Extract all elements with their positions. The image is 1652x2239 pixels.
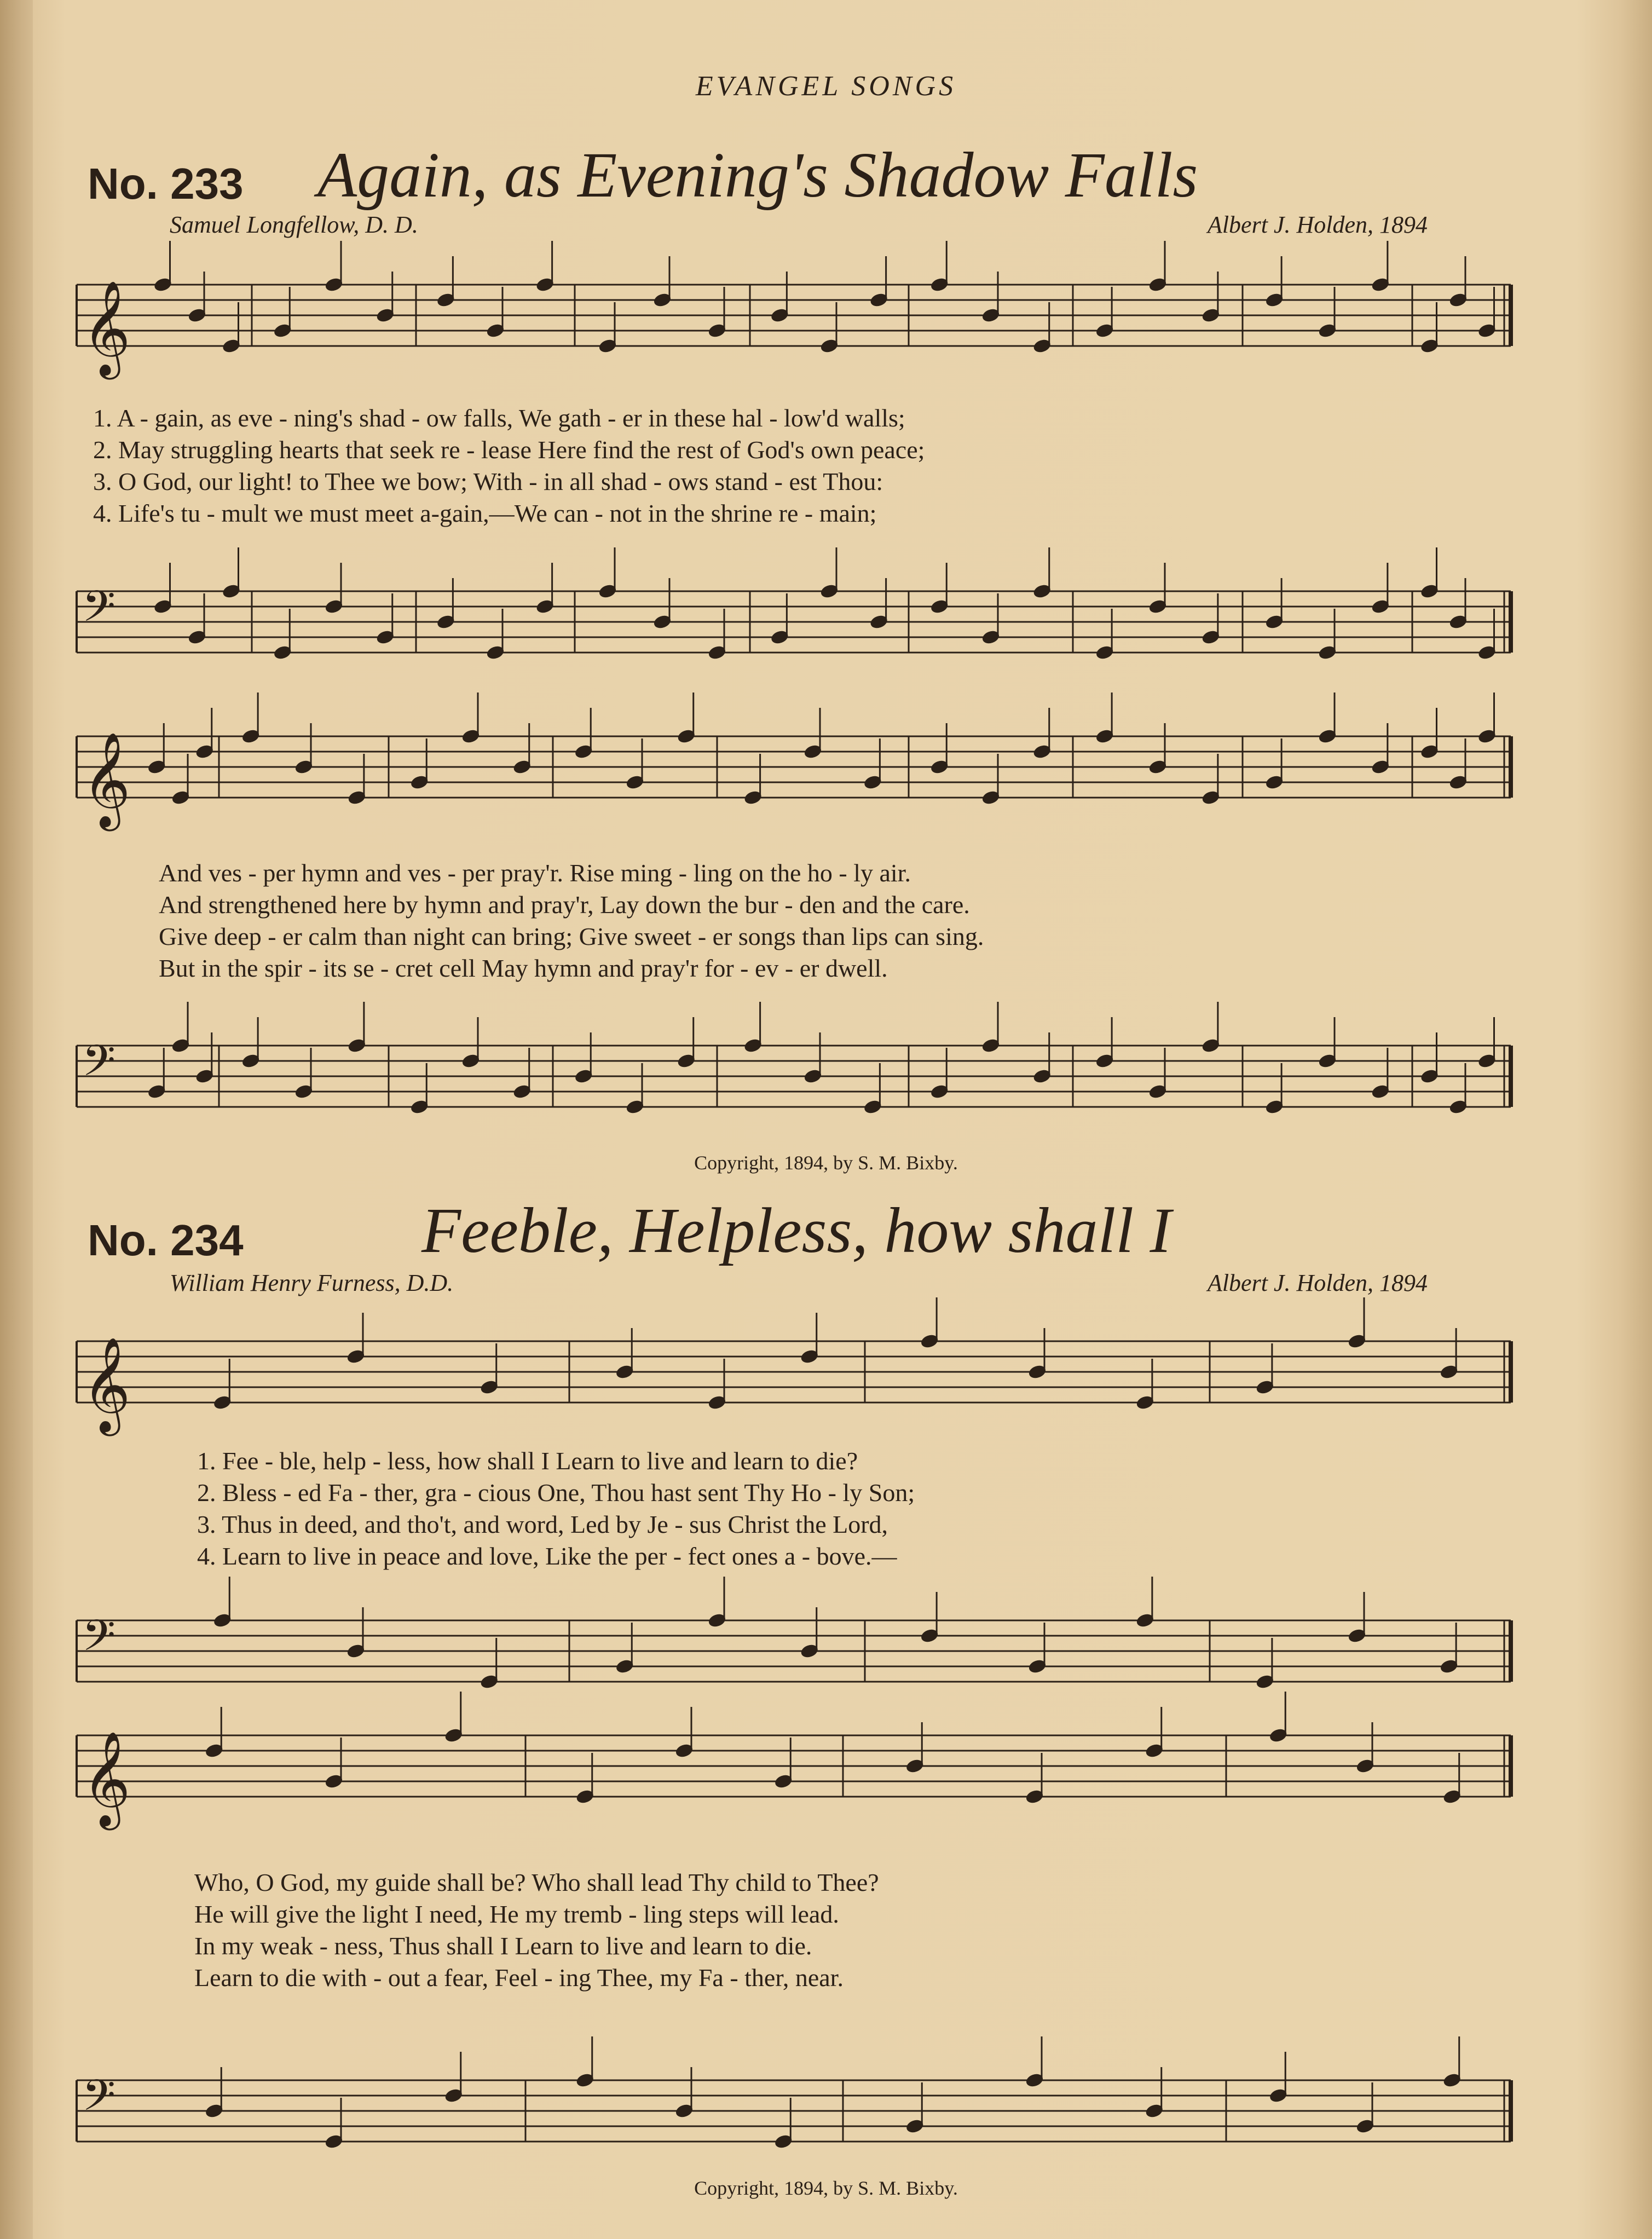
hymn-author: William Henry Furness, D.D. [170, 1269, 454, 1296]
lyric-line: 2. May struggling hearts that seek re - lease Here find the rest of God's own peace; [93, 436, 925, 464]
lyric-line: 4. Learn to live in peace and love, Like the per - fect ones a - bove.— [197, 1542, 897, 1570]
bass-clef-icon: 𝄢 [82, 1611, 116, 1671]
running-header: EVANGEL SONGS [695, 71, 957, 102]
lyric-line: But in the spir - its se - cret cell May hymn and pray'r for - ev - er dwell. [159, 954, 888, 982]
hymn-title: Feeble, Helpless, how shall I [421, 1194, 1171, 1266]
hymn-title: Again, as Evening's Shadow Falls [317, 139, 1198, 211]
lyric-line: He will give the light I need, He my tremb - ling steps will lead. [194, 1900, 839, 1928]
treble-clef-icon: 𝄞 [82, 1731, 131, 1826]
hymn-composer: Albert J. Holden, 1894 [1207, 1269, 1428, 1296]
lyric-line: Give deep - er calm than night can bring; Give sweet - er songs than lips can sing. [159, 922, 984, 950]
hymn-number: No. 234 [88, 1216, 244, 1265]
lyric-line: 4. Life's tu - mult we must meet a-gain,—We can - not in the shrine re - main; [93, 499, 877, 527]
lyric-line: 3. Thus in deed, and tho't, and word, Led by Je - sus Christ the Lord, [197, 1510, 888, 1538]
treble-clef-icon: 𝄞 [82, 732, 131, 827]
lyric-line: And strengthened here by hymn and pray'r, Lay down the bur - den and the care. [159, 891, 970, 919]
lyric-line: In my weak - ness, Thus shall I Learn to live and learn to die. [194, 1932, 812, 1960]
lyric-line: Learn to die with - out a fear, Feel - ing Thee, my Fa - ther, near. [194, 1964, 844, 1992]
bass-clef-icon: 𝄢 [82, 2071, 116, 2131]
lyric-line: 3. O God, our light! to Thee we bow; With - in all shad - ows stand - est Thou: [93, 468, 883, 495]
hymn-composer: Albert J. Holden, 1894 [1207, 211, 1428, 238]
hymn-number: No. 233 [88, 159, 244, 208]
treble-clef-icon: 𝄞 [82, 1337, 131, 1432]
lyric-line: 1. Fee - ble, help - less, how shall I Learn to live and learn to die? [197, 1447, 858, 1475]
lyric-line: 2. Bless - ed Fa - ther, gra - cious One, Thou hast sent Thy Ho - ly Son; [197, 1479, 915, 1507]
lyric-line: And ves - per hymn and ves - per pray'r. Rise ming - ling on the ho - ly air. [159, 859, 911, 887]
hymn-author: Samuel Longfellow, D. D. [170, 211, 418, 238]
copyright-notice: Copyright, 1894, by S. M. Bixby. [694, 1152, 958, 1174]
bass-clef-icon: 𝄢 [82, 1036, 116, 1097]
copyright-notice: Copyright, 1894, by S. M. Bixby. [694, 2177, 958, 2199]
treble-clef-icon: 𝄞 [82, 280, 131, 376]
lyric-line: 1. A - gain, as eve - ning's shad - ow falls, We gath - er in these hal - low'd walls; [93, 404, 905, 432]
bass-clef-icon: 𝄢 [82, 582, 116, 642]
lyric-line: Who, O God, my guide shall be? Who shall lead Thy child to Thee? [194, 1868, 879, 1896]
